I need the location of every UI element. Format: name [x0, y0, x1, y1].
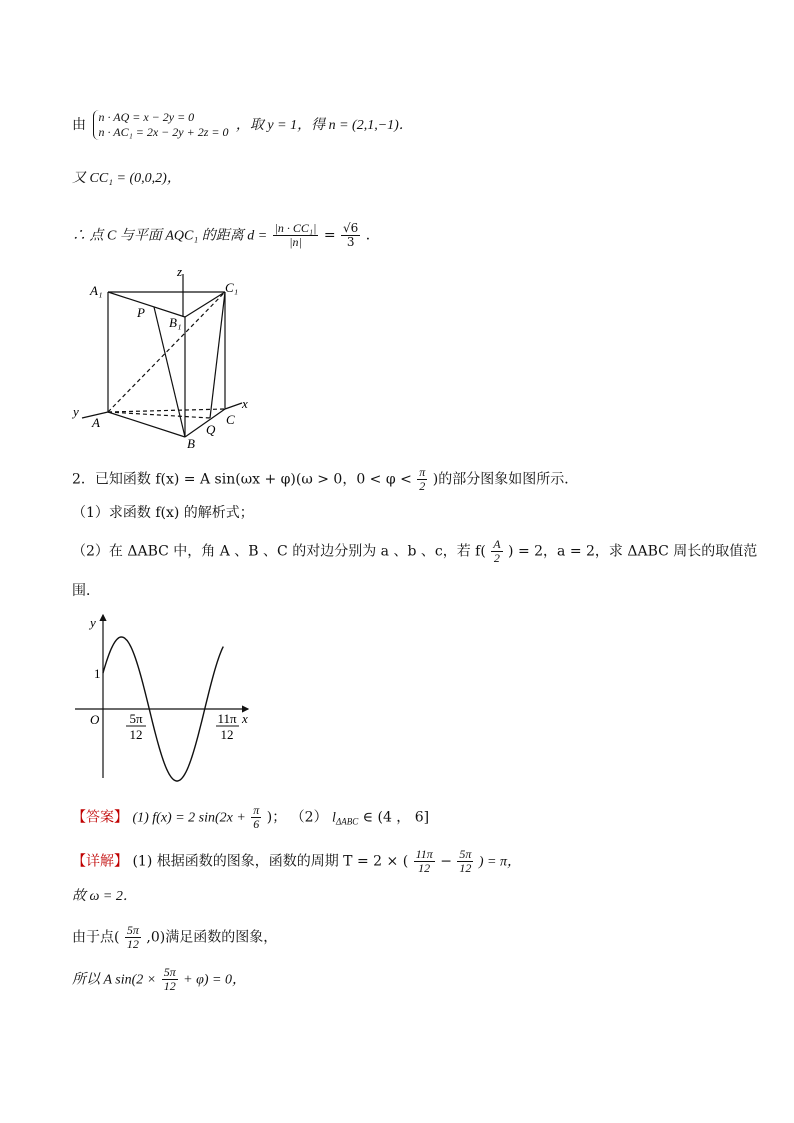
- answer-part1: (1) f(x) = 2 sin(2x +: [132, 810, 246, 826]
- detail-line-1: [72, 848, 521, 875]
- detail-line-4: [72, 966, 246, 993]
- distance-text: ∴ 点 C 与平面 AQC₁ 的距离 d =: [72, 228, 268, 244]
- q2-fraction-den: 2: [493, 551, 500, 565]
- graph-label-y: y: [90, 615, 96, 630]
- label-B1: B₁: [169, 315, 182, 330]
- sine-graph: [70, 610, 260, 785]
- tick-5pi-num: 5π: [129, 711, 143, 726]
- question-2-cont: 围．: [72, 583, 100, 599]
- edge-BC: [185, 409, 225, 437]
- detail-point-frac-den: 12: [126, 937, 139, 951]
- distance-line: [72, 222, 380, 249]
- detail-eq-text-a: 所以 A sin(2 ×: [72, 972, 157, 988]
- period-mark: ．: [365, 227, 380, 244]
- label-z: z: [177, 264, 183, 279]
- solution-line-normal-vector: [72, 110, 413, 140]
- edge-AC-dashed: [108, 409, 225, 412]
- label-y: y: [73, 404, 79, 419]
- text-you: 由: [72, 117, 86, 133]
- answer-fraction: [251, 804, 261, 831]
- graph-label-x: x: [242, 711, 248, 726]
- q2-text-a: （2）在 ΔABC 中，角 A 、B 、C 的对边分别为 a 、b 、c，若 f(: [72, 543, 486, 560]
- tick-11pi-den: 12: [220, 727, 234, 742]
- detail-point-frac: [125, 924, 141, 951]
- edge-B1C1: [185, 292, 225, 317]
- label-A1: A₁: [90, 283, 103, 298]
- distance-fraction: [273, 222, 319, 249]
- result-denominator: 3: [346, 235, 355, 249]
- detail-minus: −: [440, 853, 452, 870]
- detail-frac-1-den: 12: [418, 861, 431, 875]
- detail-frac-2-den: 12: [459, 861, 472, 875]
- detail-point-text-a: 由于点(: [72, 929, 120, 946]
- result-fraction: [341, 222, 360, 249]
- answer-fraction-num: π: [253, 803, 260, 817]
- label-C: C: [226, 412, 235, 427]
- answer-perimeter-sub: ΔABC: [335, 816, 359, 827]
- detail-frac-1-num: 11π: [415, 847, 433, 861]
- detail-frac-2: [457, 848, 473, 875]
- q2-text-b: ) = 2，a = 2，求 ΔABC 周长的取值范: [508, 543, 758, 560]
- detail-eq-frac: [162, 966, 178, 993]
- equals-sign: =: [323, 227, 336, 244]
- answer-part2-label: （2）: [290, 809, 328, 826]
- stem-fraction-den: 2: [419, 479, 426, 493]
- q2-fraction: [491, 538, 502, 565]
- answer-perimeter-symbol: l: [332, 810, 336, 826]
- label-B: B: [187, 436, 195, 451]
- stem-fraction: [417, 466, 427, 493]
- answer-part2-range: ∈ (4 ， 6]: [362, 809, 430, 826]
- problem-stem: [72, 466, 578, 493]
- detail-frac-2-num: 5π: [459, 847, 472, 861]
- answer-part1-end: )；: [266, 809, 287, 826]
- answer-line: [72, 804, 429, 831]
- detail-eq-frac-num: 5π: [163, 965, 176, 979]
- stem-fraction-num: π: [419, 465, 426, 479]
- equation-2: n · AC₁ = 2x − 2y + 2z = 0: [98, 125, 229, 139]
- detail-period-text: (1) 根据函数的图象，函数的周期 T = 2 × (: [132, 853, 409, 870]
- q2-fraction-num: A: [493, 537, 501, 551]
- detail-line-2: 故 ω = 2．: [72, 889, 137, 904]
- answer-fraction-den: 6: [253, 817, 260, 831]
- stem-text-a: 2．已知函数 f(x) = A sin(ωx + φ)(ω > 0，0 < φ <: [72, 471, 412, 488]
- equation-1: n · AQ = x − 2y = 0: [98, 110, 195, 124]
- axis-x: [225, 403, 242, 409]
- detail-frac-1: [414, 848, 435, 875]
- segment-QC1: [210, 292, 225, 418]
- label-x: x: [242, 396, 248, 411]
- answer-tag: 【答案】: [72, 809, 128, 826]
- edge-A1B1: [108, 292, 185, 317]
- equation-system: [93, 110, 228, 140]
- tick-11pi-num: 11π: [217, 711, 237, 726]
- label-P: P: [137, 305, 145, 320]
- label-Q: Q: [206, 422, 216, 437]
- question-2: [72, 538, 757, 565]
- tick-5pi-den: 12: [129, 727, 143, 742]
- prism-figure: [70, 262, 270, 452]
- question-1: （1）求函数 f(x) 的解析式；: [72, 505, 254, 521]
- result-numerator: √6: [343, 221, 359, 235]
- graph-label-origin: O: [90, 712, 100, 727]
- vector-cc1-line: 又 CC₁ = (0,0,2)，: [72, 171, 181, 186]
- distance-numerator: |n · CC₁|: [274, 221, 317, 235]
- detail-point-text-b: ,0)满足函数的图象，: [146, 929, 278, 946]
- detail-period-result: ) = π，: [478, 854, 521, 870]
- label-C1: C₁: [225, 280, 239, 295]
- detail-line-3: [72, 924, 277, 951]
- distance-denominator: |n|: [289, 235, 302, 249]
- detail-eq-text-b: + φ) = 0，: [183, 972, 246, 988]
- label-A: A: [92, 415, 100, 430]
- segment-AC1-dashed: [108, 292, 225, 412]
- graph-label-one: 1: [94, 666, 101, 681]
- normal-vector-result: ，取 y = 1，得 n = (2,1,−1)．: [235, 118, 413, 133]
- detail-point-frac-num: 5π: [126, 923, 139, 937]
- detail-tag: 【详解】: [72, 853, 128, 870]
- detail-eq-frac-den: 12: [163, 979, 176, 993]
- stem-text-b: )的部分图象如图所示．: [432, 471, 579, 488]
